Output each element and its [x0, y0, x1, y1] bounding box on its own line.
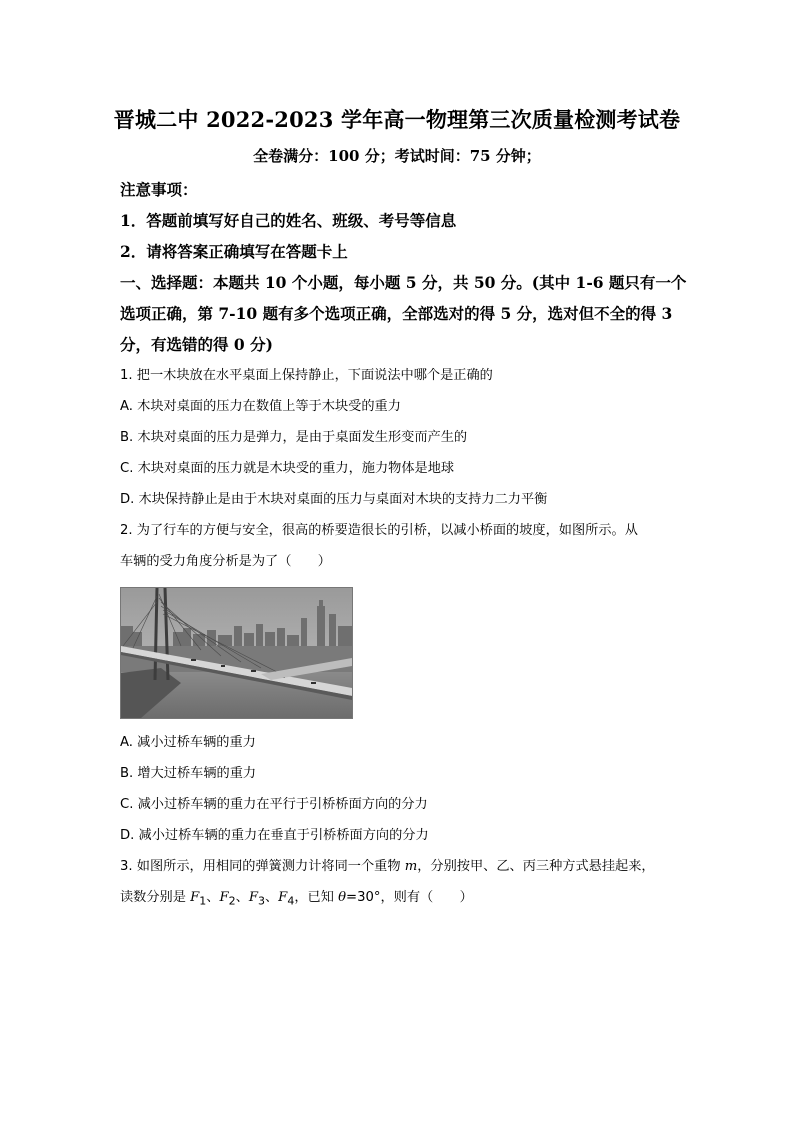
force-symbol: F [190, 890, 200, 905]
force-symbol: F [219, 890, 229, 905]
section-instructions: 分，有选错的得 0 分) [120, 335, 273, 354]
question-1-option-a: A. 木块对桌面的压力在数值上等于木块受的重力 [120, 399, 401, 414]
question-2-stem: 车辆的受力角度分析是为了（ ） [120, 554, 331, 569]
exam-info: 全卷满分：100 分；考试时间：75 分钟； [253, 147, 541, 165]
page-title: 晋城二中 2022-2023 学年高一物理第三次质量检测考试卷 [113, 107, 681, 132]
bridge-photo-image [121, 588, 352, 718]
mass-symbol: m [404, 859, 418, 874]
question-1-option-b: B. 木块对桌面的压力是弹力，是由于桌面发生形变而产生的 [120, 430, 468, 445]
question-3-text: ，分别按甲、乙、丙三种方式悬挂起来， [417, 859, 655, 874]
subscript: 4 [287, 894, 295, 908]
question-3-text: 3. 如图所示，用相同的弹簧测力计将同一个重物 [120, 859, 405, 874]
subscript: 1 [199, 894, 207, 908]
question-2-option-a: A. 减小过桥车辆的重力 [120, 735, 256, 750]
force-symbol: F [248, 890, 258, 905]
notes-heading: 注意事项： [120, 180, 198, 199]
separator: 、 [235, 890, 249, 905]
separator: 、 [264, 890, 279, 905]
question-2-option-b: B. 增大过桥车辆的重力 [120, 766, 257, 781]
question-2-option-d: D. 减小过桥车辆的重力在垂直于引桥桥面方向的分力 [120, 828, 429, 843]
question-2-stem: 2. 为了行车的方便与安全，很高的桥要造很长的引桥，以减小桥面的坡度，如图所示。从 [120, 523, 638, 538]
exam-content [120, 174, 687, 917]
question-3-stem [120, 882, 680, 917]
question-3-text: =30°，则有（ ） [346, 890, 473, 905]
note-item: 1．答题前填写好自己的姓名、班级、考号等信息 [120, 211, 457, 230]
section-instructions: 一、选择题：本题共 10 个小题，每小题 5 分，共 50 分。(其中 1-6 题只有一个 [120, 273, 687, 292]
question-3-text: 读数分别是 [120, 890, 191, 905]
question-1-option-d: D. 木块保持静止是由于木块对桌面的压力与桌面对木块的支持力二力平衡 [120, 492, 548, 507]
subscript: 2 [228, 894, 236, 908]
question-2-option-c: C. 减小过桥车辆的重力在平行于引桥桥面方向的分力 [120, 797, 428, 812]
question-1-option-c: C. 木块对桌面的压力就是木块受的重力，施力物体是地球 [120, 461, 455, 476]
note-item: 2．请将答案正确填写在答题卡上 [120, 242, 348, 261]
question-3-stem [120, 851, 680, 882]
force-symbol: F [278, 890, 288, 905]
separator: 、 [206, 890, 220, 905]
question-1-stem: 1. 把一木块放在水平桌面上保持静止，下面说法中哪个是正确的 [120, 368, 493, 383]
subscript: 3 [257, 894, 265, 908]
bridge-photo [120, 587, 353, 719]
question-3-text: ，已知 [294, 890, 339, 905]
section-instructions: 选项正确，第 7-10 题有多个选项正确，全部选对的得 5 分，选对但不全的得 3 [120, 304, 673, 323]
theta-symbol: θ [338, 890, 347, 905]
